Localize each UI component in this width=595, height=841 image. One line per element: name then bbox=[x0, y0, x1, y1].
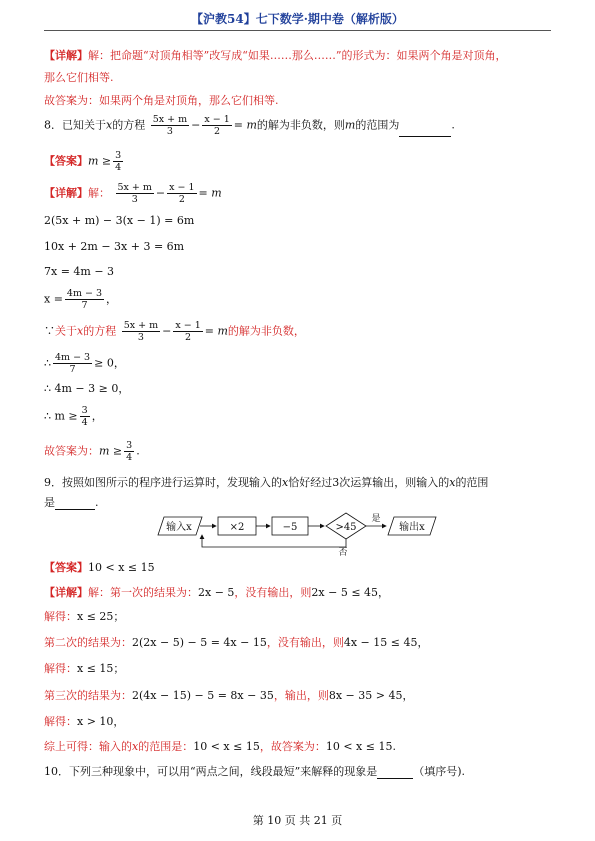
detail-9-text-2c: ， bbox=[417, 636, 429, 649]
q9-three: 3 bbox=[332, 476, 340, 489]
final-8-pre: 故答案为： bbox=[44, 444, 99, 458]
detail-8-jie: 解： bbox=[88, 186, 110, 200]
flow-input-label: 输入x bbox=[166, 522, 192, 533]
detail-8-therefore-2: ∴ 4m − 3 ≥ 0， bbox=[44, 382, 130, 395]
q10-end: （填序号). bbox=[413, 765, 466, 778]
detail-tag: 【详解】 bbox=[44, 49, 88, 62]
solve-label-2: 解得： bbox=[44, 662, 77, 675]
q9-end: . bbox=[95, 496, 99, 509]
step-4-pre: x = bbox=[44, 292, 63, 306]
q8-x: x bbox=[106, 118, 113, 132]
detail-9-text-3b: ，输出，则 bbox=[273, 689, 329, 702]
page-footer: 第 10 页 共 21 页 bbox=[252, 814, 343, 827]
answer-9-value: 10 < x ≤ 15 bbox=[88, 561, 155, 574]
solve-result-2: x ≤ 15； bbox=[77, 662, 125, 675]
q9-x-2: x bbox=[449, 476, 456, 489]
detail-9-expr-1: 2x − 5 bbox=[198, 586, 235, 599]
detail-8-therefore-1 bbox=[44, 352, 125, 375]
summary-text-3: ，故答案为： bbox=[259, 740, 326, 753]
question-10 bbox=[44, 765, 465, 779]
page-header: 【沪教54】七下数学·期中卷（解析版） bbox=[191, 12, 404, 26]
flowchart bbox=[150, 510, 450, 556]
flow-minus5-label: −5 bbox=[282, 522, 298, 533]
condition-text-2: 的方程 bbox=[83, 324, 117, 338]
answer-tag-9: 【答案】 bbox=[44, 561, 88, 574]
detail-8-step-1: 2(5x + m) − 3(x − 1) = 6m bbox=[44, 214, 195, 227]
q8-m: m bbox=[344, 118, 356, 132]
condition-minus: − bbox=[162, 324, 172, 338]
detail-line-2: 那么它们相等. bbox=[44, 71, 114, 84]
solve-result-3: x > 10， bbox=[77, 715, 125, 728]
therefore-3-pre: ∴ m ≥ bbox=[44, 409, 78, 423]
final-8-end: . bbox=[136, 444, 140, 458]
final-8-m: m ≥ bbox=[99, 444, 123, 458]
q8-minus: − bbox=[191, 118, 201, 132]
answer-8-frac: $\frac{3}{4}$ bbox=[115, 150, 122, 173]
flow-times2-label: ×2 bbox=[229, 522, 245, 533]
therefore-1-pre: ∴ bbox=[44, 356, 51, 370]
answer-8 bbox=[44, 150, 125, 173]
detail-9-solve-1 bbox=[44, 610, 124, 624]
summary-value-2: 10 < x ≤ 15 bbox=[325, 740, 393, 753]
step-4-post: ， bbox=[106, 292, 118, 306]
solve-label-1: 解得： bbox=[44, 610, 77, 623]
solve-result-1: x ≤ 25； bbox=[77, 610, 125, 623]
detail-9-expr-3: 2(4x − 15) − 5 = 8x − 35 bbox=[132, 689, 274, 702]
q8-mid: 的方程 bbox=[112, 118, 146, 132]
therefore-3-post: ， bbox=[91, 409, 103, 423]
therefore-3-frac: $\frac{3}{4}$ bbox=[81, 405, 88, 428]
therefore-1-frac: $\frac{4m - 3}{7}$ bbox=[55, 352, 91, 375]
flow-yes-label: 是 bbox=[371, 514, 381, 524]
flow-no-label: 否 bbox=[338, 548, 348, 556]
question-9-line-2 bbox=[44, 496, 99, 510]
q8-pre: 8．已知关于 bbox=[44, 118, 106, 132]
detail-9-expr-3b: 8x − 35 > 45 bbox=[328, 689, 403, 702]
detail-9-solve-3 bbox=[44, 715, 124, 729]
detail-8-condition bbox=[44, 320, 305, 343]
detail-9-text-1b: ，没有输出，则 bbox=[234, 586, 312, 599]
q8-post2: 的范围为 bbox=[355, 118, 400, 132]
because-symbol: ∵ bbox=[44, 324, 55, 338]
detail-9-expr-2b: 4x − 15 ≤ 45 bbox=[343, 636, 418, 649]
step-4-frac: $\frac{4m - 3}{7}$ bbox=[66, 288, 103, 311]
detail-tag-8: 【详解】 bbox=[44, 186, 88, 200]
flow-condition-label: >45 bbox=[335, 522, 357, 533]
detail-8-step-4 bbox=[44, 288, 117, 311]
detail-9-text-3: 第三次的结果为： bbox=[44, 689, 132, 702]
flow-output-label: 输出x bbox=[399, 522, 425, 533]
detail-9-summary bbox=[44, 740, 396, 754]
condition-eqm: = m bbox=[204, 324, 228, 338]
summary-end: . bbox=[392, 740, 396, 753]
detail-8-therefore-3 bbox=[44, 405, 103, 428]
condition-frac-1: $\frac{5x + m}{3}$ bbox=[123, 320, 159, 343]
q8-end: . bbox=[451, 118, 455, 132]
q8-frac-2: $\frac{x - 1}{2}$ bbox=[204, 114, 230, 137]
detail-8-head bbox=[44, 182, 222, 205]
detail-8-step-2: 10x + 2m − 3x + 3 = 6m bbox=[44, 240, 185, 253]
q8-frac-1: $\frac{5x + m}{3}$ bbox=[152, 114, 188, 137]
q9-text-3: 次运算输出，则输入的 bbox=[339, 476, 450, 489]
detail-9-text-1: 解：第一次的结果为： bbox=[88, 586, 198, 599]
q9-text-5: 是 bbox=[44, 496, 55, 509]
final-answer-prev: 故答案为：如果两个角是对顶角，那么它们相等. bbox=[44, 94, 279, 107]
detail-9-text-1c: ， bbox=[378, 586, 390, 599]
detail-9-expr-2: 2(2x − 5) − 5 = 4x − 15 bbox=[132, 636, 267, 649]
answer-9 bbox=[44, 561, 155, 575]
q8-post: 的解为非负数，则 bbox=[256, 118, 345, 132]
answer-8-pre: m ≥ bbox=[88, 154, 112, 168]
final-8-frac: $\frac{3}{4}$ bbox=[126, 440, 133, 463]
q9-text-1: 9．按照如图所示的程序进行运算时，发现输入的 bbox=[44, 476, 282, 489]
q8-eqm: = m bbox=[233, 118, 257, 132]
detail-9-solve-2 bbox=[44, 662, 124, 676]
summary-text-1: 综上可得：输入的 bbox=[44, 740, 132, 753]
detail-8-frac-2: $\frac{x - 1}{2}$ bbox=[169, 182, 195, 205]
detail-8-minus: − bbox=[155, 186, 166, 200]
answer-blank-10 bbox=[377, 766, 413, 779]
summary-text-2: 的范围是： bbox=[138, 740, 194, 753]
detail-9-expr-1b: 2x − 5 ≤ 45 bbox=[311, 586, 379, 599]
header-divider bbox=[44, 30, 551, 31]
detail-8-step-3: 7x = 4m − 3 bbox=[44, 265, 115, 278]
q9-x-1: x bbox=[282, 476, 289, 489]
detail-8-frac-1: $\frac{5x + m}{3}$ bbox=[117, 182, 152, 205]
therefore-1-post: ≥ 0， bbox=[94, 356, 125, 370]
answer-tag-8: 【答案】 bbox=[44, 154, 88, 168]
detail-tag-9: 【详解】 bbox=[44, 586, 88, 599]
question-9-line-1 bbox=[44, 476, 488, 490]
answer-blank-8 bbox=[399, 124, 451, 137]
solve-label-3: 解得： bbox=[44, 715, 77, 728]
final-answer-8 bbox=[44, 440, 140, 463]
q9-text-4: 的范围 bbox=[455, 476, 489, 489]
detail-9-line-1 bbox=[44, 586, 389, 600]
condition-end: 的解为非负数， bbox=[227, 324, 305, 338]
summary-x: x bbox=[132, 740, 139, 753]
detail-9-line-3 bbox=[44, 689, 413, 703]
detail-line-1 bbox=[44, 49, 507, 63]
answer-blank-9 bbox=[55, 497, 95, 510]
detail-8-eqm: = m bbox=[198, 186, 222, 200]
detail-9-text-2b: ，没有输出，则 bbox=[266, 636, 344, 649]
q10-text: 10．下列三种现象中，可以用“两点之间，线段最短”来解释的现象是 bbox=[44, 765, 378, 778]
summary-value-1: 10 < x ≤ 15 bbox=[193, 740, 260, 753]
q9-text-2: 恰好经过 bbox=[288, 476, 333, 489]
detail-9-line-2 bbox=[44, 636, 428, 650]
question-8 bbox=[44, 114, 455, 137]
condition-frac-2: $\frac{x - 1}{2}$ bbox=[175, 320, 201, 343]
detail-text-1: 解：把命题“对顶角相等”改写成“如果……那么……”的形式为：如果两个角是对顶角， bbox=[88, 49, 507, 62]
flow-loop-line bbox=[202, 535, 346, 547]
condition-text-1: 关于 bbox=[55, 324, 77, 338]
detail-9-text-3c: ， bbox=[402, 689, 414, 702]
condition-x: x bbox=[77, 324, 84, 338]
detail-9-text-2: 第二次的结果为： bbox=[44, 636, 132, 649]
